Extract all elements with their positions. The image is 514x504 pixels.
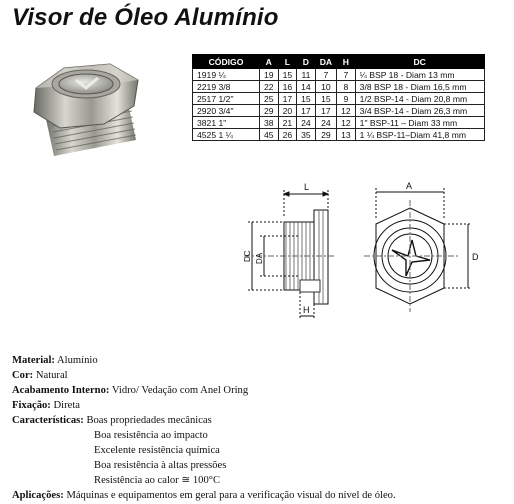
spec-fixacao [12,398,396,413]
col-header-l: L [278,55,297,69]
spec-label: Aplicações: [12,490,64,501]
spec-caracteristica-item: Boa resistência ao impacto [94,430,208,441]
spec-label: Cor: [12,370,34,381]
cell-h: 7 [337,69,356,81]
cell-l: 17 [278,93,297,105]
spec-material [12,353,396,368]
cell-da: 15 [315,93,336,105]
specifications [12,353,396,503]
cell-codigo: 3821 1" [193,117,260,129]
table-row [193,81,485,93]
spec-table [192,54,485,141]
col-header-d: D [297,55,316,69]
spec-caracteristicas [12,413,396,428]
cell-a: 45 [260,129,279,141]
spec-caracteristica-item: Resistência ao calor ≅ 100°C [94,475,221,486]
cell-da: 24 [315,117,336,129]
cell-a: 25 [260,93,279,105]
technical-drawing [240,180,500,325]
cell-codigo: 1919 ¼ [193,69,260,81]
cell-dc: ¼ BSP 18 - Diam 13 mm [355,69,484,81]
spec-value: Natural [35,370,68,381]
spec-cor [12,368,396,383]
cell-codigo: 2517 1/2" [193,93,260,105]
cell-l: 21 [278,117,297,129]
spec-caracteristica-item: Boa resistência à altas pressões [94,460,227,471]
spec-value: Direta [53,400,80,411]
cell-d: 11 [297,69,316,81]
cell-h: 12 [337,117,356,129]
cell-a: 38 [260,117,279,129]
table-row [193,117,485,129]
cell-dc: 3/8 BSP 18 - Diam 16,5 mm [355,81,484,93]
spec-value: Boas propriedades mecânicas [86,415,212,426]
spec-label: Fixação: [12,400,51,411]
spec-value: Máquinas e equipamentos em geral para a verificação visual do nível de óleo. [66,490,396,501]
cell-h: 8 [337,81,356,93]
dim-label-da: DA [255,252,264,264]
cell-da: 7 [315,69,336,81]
cell-l: 16 [278,81,297,93]
cell-a: 22 [260,81,279,93]
cell-dc: 1" BSP-11 – Diam 33 mm [355,117,484,129]
cell-h: 9 [337,93,356,105]
cell-d: 14 [297,81,316,93]
cell-l: 20 [278,105,297,117]
cell-l: 15 [278,69,297,81]
cell-h: 13 [337,129,356,141]
cell-da: 29 [315,129,336,141]
dim-label-l: L [304,182,310,192]
cell-d: 17 [297,105,316,117]
cell-codigo: 2920 3/4" [193,105,260,117]
cell-dc: 3/4 BSP-14 - Diam 26,3 mm [355,105,484,117]
cell-codigo: 2219 3/8 [193,81,260,93]
spec-aplicacoes [12,488,396,503]
spec-acabamento [12,383,396,398]
cell-a: 29 [260,105,279,117]
cell-h: 12 [337,105,356,117]
col-header-da: DA [315,55,336,69]
table-row [193,105,485,117]
col-header-h: H [337,55,356,69]
spec-value: Vidro/ Vedação com Anel Oring [111,385,249,396]
spec-label: Acabamento Interno: [12,385,110,396]
dim-label-h: H [303,305,310,315]
product-photo [6,54,182,164]
table-row [193,129,485,141]
table-row [193,69,485,81]
cell-d: 15 [297,93,316,105]
cell-dc: 1/2 BSP-14 - Diam 20,8 mm [355,93,484,105]
cell-da: 17 [315,105,336,117]
table-header-row [193,55,485,69]
dim-label-d: D [472,252,479,262]
page-title: Visor de Óleo Alumínio [12,4,279,31]
table-row [193,93,485,105]
cell-codigo: 4525 1 ¼ [193,129,260,141]
spec-label: Material: [12,355,55,366]
cell-l: 26 [278,129,297,141]
cell-da: 10 [315,81,336,93]
cell-d: 24 [297,117,316,129]
spec-value: Alumínio [57,355,98,366]
col-header-a: A [260,55,279,69]
cell-a: 19 [260,69,279,81]
dim-label-dc: DC [243,250,252,262]
cell-d: 35 [297,129,316,141]
spec-caracteristica-item: Excelente resistência química [94,445,220,456]
dim-label-a: A [406,181,413,191]
col-header-codigo: CÓDIGO [193,55,260,69]
spec-label: Características: [12,415,84,426]
cell-dc: 1 ¼ BSP-11–Diam 41,8 mm [355,129,484,141]
col-header-dc: DC [355,55,484,69]
